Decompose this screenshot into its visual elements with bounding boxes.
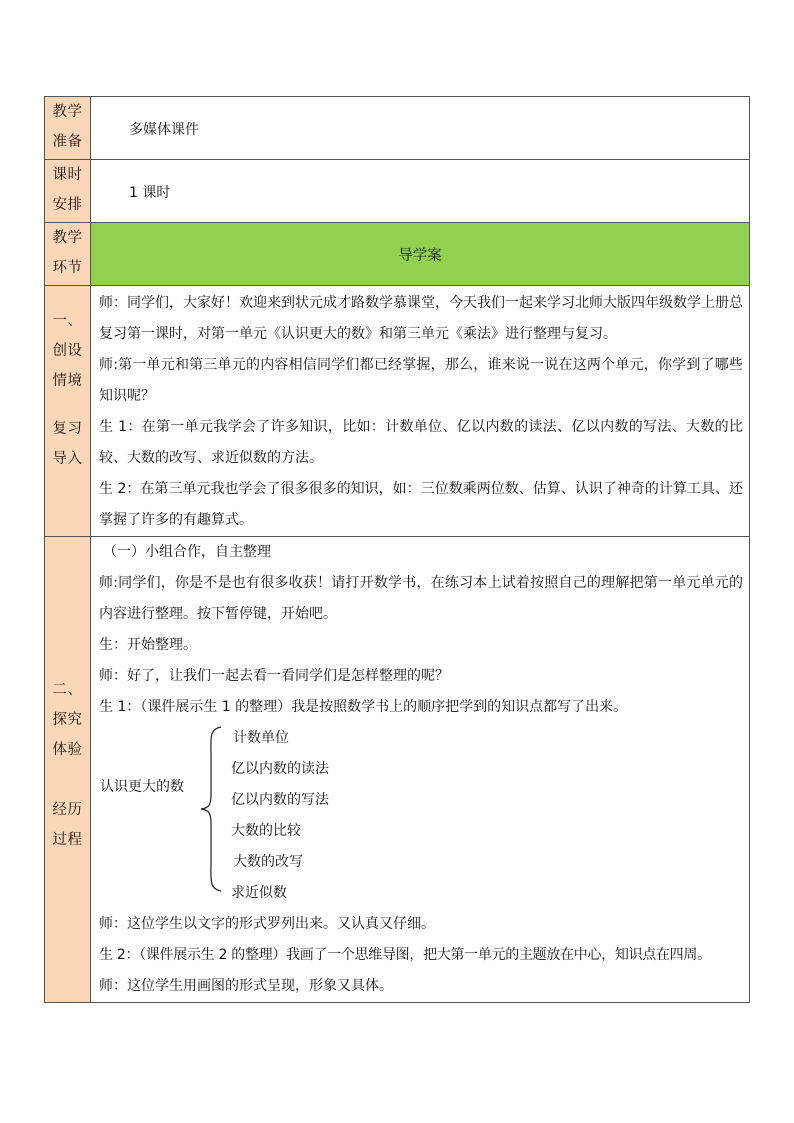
label-line: 安排 <box>52 197 83 213</box>
dialogue-paragraph: 生 1：在第一单元我学会了许多知识，比如：计数单位、亿以内数的读法、亿以内数的写法、大数的比较、大数的改写、求近似数的方法。 <box>99 419 743 466</box>
dialogue-paragraph: 师：同学们，大家好！欢迎来到状元成才路数学慕课堂，今天我们一起来学习北师大版四年级数学上册总复习第一课时，对第一单元《认识更大的数》和第三单元《乘法》进行整理与复习。 <box>99 295 743 342</box>
row-class-hours <box>45 160 750 223</box>
tree-root-label: 认识更大的数 <box>100 779 184 795</box>
label-line: 课时 <box>52 167 83 183</box>
label-line: 环节 <box>52 260 83 276</box>
value-teaching-prep <box>91 97 750 160</box>
left-brace-icon <box>199 725 223 893</box>
label-line: 探究 <box>52 712 83 728</box>
content-section-1 <box>91 286 750 537</box>
stage-header-text: 导学案 <box>398 247 442 264</box>
label-section-1 <box>45 286 91 537</box>
label-line: 复习 <box>52 421 83 437</box>
dialogue-paragraph: 生 2：在第三单元我也学会了很多很多的知识，如：三位数乘两位数、估算、认识了神奇的计算工具、还掌握了许多的有趣算式。 <box>99 481 743 528</box>
label-section-2 <box>45 537 91 1003</box>
label-line: 经历 <box>52 802 83 818</box>
dialogue-paragraph: 师:第一单元和第三单元的内容相信同学们都已经掌握，那么，谁来说一说在这两个单元，你学到了哪些知识呢？ <box>99 357 743 404</box>
label-line: 准备 <box>52 134 83 150</box>
row-teaching-stage <box>45 223 750 286</box>
tree-leaf: 大数的比较 <box>231 823 301 839</box>
label-teaching-stage <box>45 223 91 286</box>
label-line: 创设 <box>52 343 83 359</box>
tree-leaf: 大数的改写 <box>233 854 303 870</box>
label-line: 导入 <box>52 451 83 467</box>
tree-leaf: 求近似数 <box>231 885 287 901</box>
dialogue-paragraph: 师：这位学生以文字的形式罗列出来。又认真又仔细。 <box>99 916 435 932</box>
label-line: 二、 <box>52 682 83 698</box>
label-line: 情境 <box>52 373 83 389</box>
tree-leaf: 亿以内数的读法 <box>231 761 329 777</box>
label-line: 教学 <box>52 230 83 246</box>
dialogue-paragraph: 生 1：（课件展示生 1 的整理）我是按照数学书上的顺序把学到的知识点都写了出来。 <box>99 699 628 715</box>
content-section-2 <box>91 537 750 1003</box>
stage-header-cell <box>91 223 750 286</box>
value-class-hours <box>91 160 750 223</box>
dialogue-paragraph: 师：这位学生用画图的形式呈现，形象又具体。 <box>99 978 393 994</box>
label-line: 过程 <box>52 832 83 848</box>
label-line: 教学 <box>52 104 83 120</box>
dialogue-paragraph: 师：好了，让我们一起去看一看同学们是怎样整理的呢？ <box>99 668 449 684</box>
dialogue-paragraph: 生 2：（课件展示生 2 的整理）我画了一个思维导图，把大第一单元的主题放在中心，知识点在四周。 <box>99 947 711 963</box>
dialogue-paragraph: 师:同学们，你是不是也有很多收获！请打开数学书，在练习本上试着按照自己的理解把第一单元单元的内容进行整理。按下暂停键，开始吧。 <box>99 575 743 622</box>
lesson-plan-table <box>44 96 750 1003</box>
label-teaching-prep <box>45 97 91 160</box>
row-section-2 <box>45 537 750 1003</box>
prep-text: 多媒体课件 <box>129 122 199 138</box>
label-class-hours <box>45 160 91 223</box>
subsection-heading: （一）小组合作，自主整理 <box>103 544 271 560</box>
tree-leaf: 亿以内数的写法 <box>231 792 329 808</box>
label-line: 一、 <box>52 313 83 329</box>
row-section-1 <box>45 286 750 537</box>
tree-leaf: 计数单位 <box>233 730 289 746</box>
row-teaching-prep <box>45 97 750 160</box>
knowledge-tree <box>91 723 749 909</box>
hours-text: 1 课时 <box>129 185 171 201</box>
dialogue-paragraph: 生：开始整理。 <box>99 637 197 653</box>
label-line: 体验 <box>52 742 83 758</box>
